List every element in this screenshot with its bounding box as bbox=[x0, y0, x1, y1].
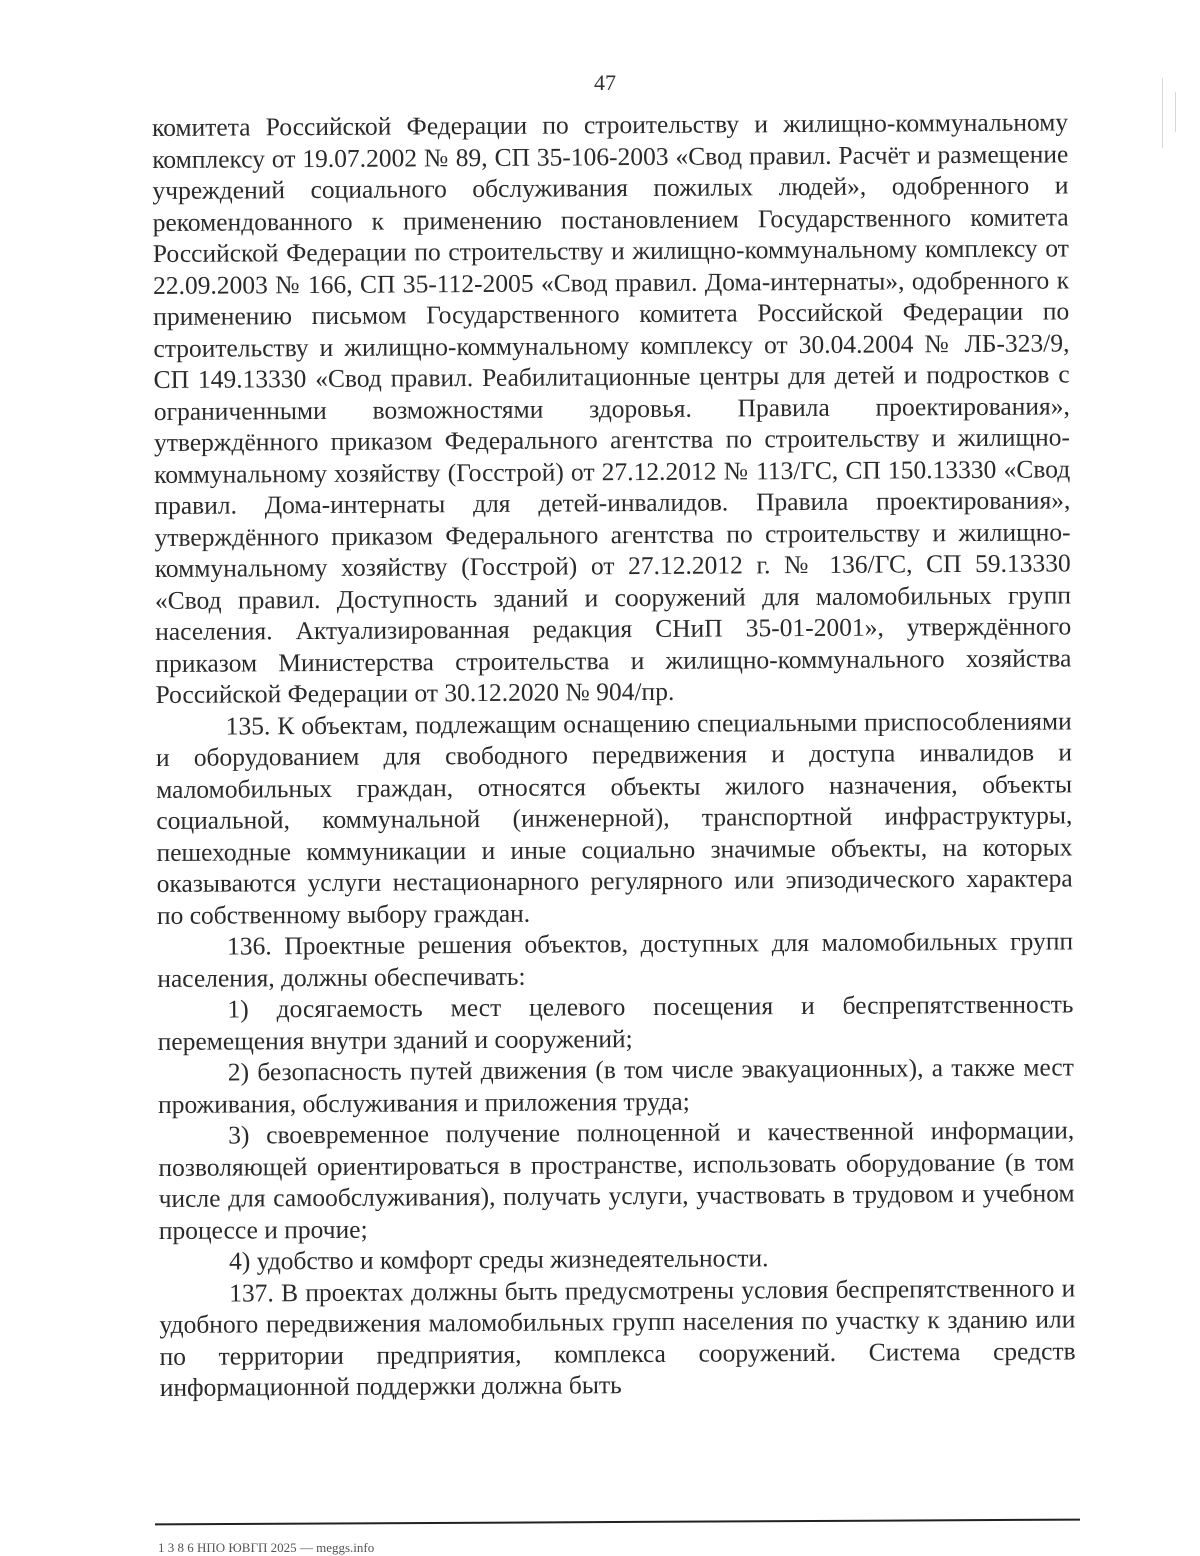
paragraph-136: 136. Проектные решения объектов, доступных для маломобильных групп населения, должны обеспечивать: bbox=[157, 926, 1074, 993]
footer-divider bbox=[155, 1519, 1080, 1526]
footer-text: 1 3 8 6 НПО ЮВГП 2025 — meggs.info bbox=[158, 1540, 375, 1555]
page-number: 47 bbox=[594, 70, 616, 95]
list-item-2: 2) безопасность путей движения (в том числе эвакуационных), а также мест проживания, обслуживания и приложения труда; bbox=[157, 1052, 1074, 1119]
paragraph-continuation: комитета Российской Федерации по строительству и жилищно-коммунальному комплексу от 19.07.2002 № 89, СП 35-106-2003 «Свод правил. Расчёт и размещение учреждений социального обслуживания пожилых людей», одобренного и рекомендованного к применению постановлением Государственного комитета Российской Федерации по строительству и жилищно-коммунальному комплексу от 22.09.2003 № 166, СП 35-112-2005 «Свод правил. Дома-интернаты», одобренного к применению письмом Государственного комитета Российской Федерации по строительству и жилищно-коммунальному комплексу от 30.04.2004 № ЛБ-323/9, СП 149.13330 «Свод правил. Реабилитационные центры для детей и подростков с ограниченными возможностями здоровья. Правила проектирования», утверждённого приказом Федерального агентства по строительству и жилищно-коммунальному хозяйству (Госстрой) от 27.12.2012 № 113/ГС, СП 150.13330 «Свод правил. Дома-интернаты для детей-инвалидов. Правила проектирования», утверждённого приказом Федерального агентства по строительству и жилищно-коммунальному хозяйству (Госстрой) от 27.12.2012 г. № 136/ГС, СП 59.13330 «Свод правил. Доступность зданий и сооружений для маломобильных групп населения. Актуализированная редакция СНиП 35-01-2001», утверждённого приказом Министерства строительства и жилищно-коммунального хозяйства Российской Федерации от 30.12.2020 № 904/пр. bbox=[152, 107, 1072, 709]
paragraph-137: 137. В проектах должны быть предусмотрены условия беспрепятственного и удобного передвижения маломобильных групп населения по участку к зданию или по территории предприятия, комплекса сооружений. Система средств информационной поддержки должна быть bbox=[159, 1272, 1076, 1402]
list-item-3: 3) своевременное получение полноценной и качественной информации, позволяющей ориентироваться в пространстве, использовать оборудование (в том числе для самообслуживания), получать услуги, участвовать в трудовом и учебном процессе и прочие; bbox=[158, 1115, 1075, 1245]
scan-artifact-line bbox=[1175, 92, 1176, 132]
document-body bbox=[152, 106, 1076, 1403]
list-item-4: 4) удобство и комфорт среды жизнедеятельности. bbox=[228, 1243, 769, 1276]
list-item-1: 1) досягаемость мест целевого посещения и беспрепятственность перемещения внутри зданий и сооружений; bbox=[157, 989, 1074, 1056]
scan-artifact-line bbox=[1162, 78, 1163, 148]
paragraph-135: 135. К объектам, подлежащим оснащению специальными приспособлениями и оборудованием для свободного передвижения и доступа инвалидов и маломобильных граждан, относятся объекты жилого назначения, объекты социальной, коммунальной (инженерной), транспортной инфраструктуры, пешеходные коммуникации и иные социально значимые объекты, на которых оказываются услуги нестационарного регулярного или эпизодического характера по собственному выбору граждан. bbox=[155, 705, 1073, 930]
